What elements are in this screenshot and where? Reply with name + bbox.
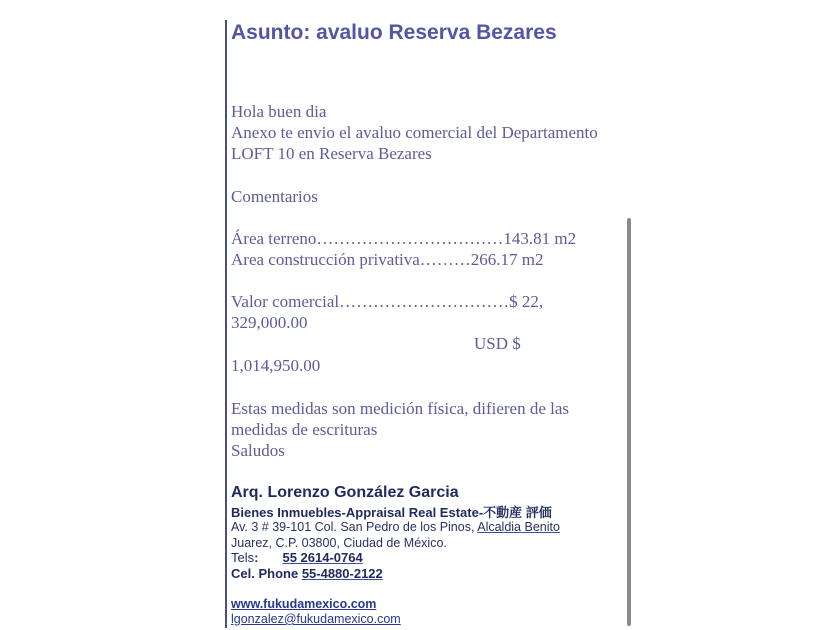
area-terreno: Área terreno……………………………143.81 m2 (231, 229, 577, 248)
address-part-2: Alcaldia Benito (477, 520, 560, 534)
tels-label: Tels (231, 550, 255, 565)
intro-line-2: LOFT 10 en Reserva Bezares (231, 144, 432, 163)
greeting: Hola buen dia (231, 102, 327, 121)
closing: Saludos (231, 441, 285, 460)
website-link[interactable]: www.fukudamexico.com (231, 597, 377, 611)
signature-cel (231, 566, 383, 581)
note-line-1: Estas medidas son medición física, difieren de las (231, 399, 570, 418)
usd-value: 1,014,950.00 (231, 356, 321, 375)
tels-colon: : (254, 550, 259, 565)
signature-address-line-2: Juarez, C.P. 03800, Ciudad de México. (231, 536, 447, 550)
note-line-2: medidas de escrituras (231, 420, 378, 439)
signature-company: Bienes Inmuebles-Appraisal Real Estate-不動産 評価 (231, 505, 552, 520)
intro-line-1: Anexo te envio el avaluo comercial del Departamento (231, 123, 598, 142)
cel-label: Cel. Phone (231, 566, 299, 581)
signature-tels (231, 550, 363, 565)
signature-name: Arq. Lorenzo González Garcia (231, 484, 459, 501)
tels-value[interactable]: 55 2614-0764 (282, 550, 363, 565)
area-construccion: Area construcción privativa………266.17 m2 (231, 250, 544, 269)
email-subject: Asunto: avaluo Reserva Bezares (231, 21, 557, 44)
signature-address-line-1 (231, 519, 560, 535)
address-part-1: Av. 3 # 39-101 Col. San Pedro de los Pinos, (231, 520, 478, 534)
valor-comercial-line-1: Valor comercial…………………………$ 22, (231, 292, 544, 311)
scrollbar[interactable] (627, 218, 631, 626)
cel-value[interactable]: 55-4880-2122 (301, 566, 383, 581)
usd-label: USD $ (474, 334, 521, 353)
valor-comercial-line-2: 329,000.00 (231, 313, 308, 332)
quote-rule (225, 20, 227, 628)
email-link[interactable]: lgonzalez@fukudamexico.com (231, 612, 401, 626)
comments-label: Comentarios (231, 187, 318, 206)
